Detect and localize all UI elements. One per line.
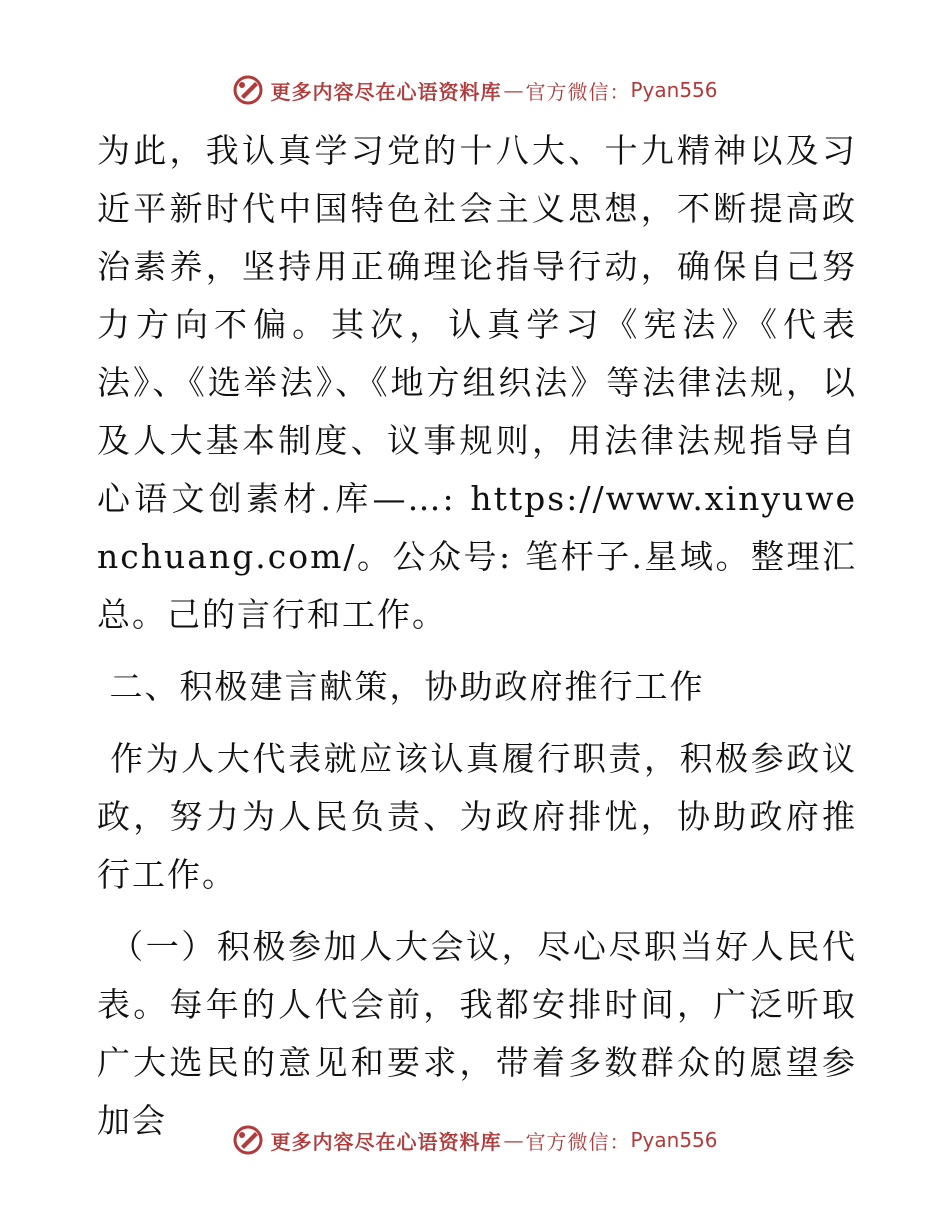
header-watermark-banner xyxy=(0,70,950,110)
section-heading: 二、积极建言献策，协助政府推行工作 xyxy=(97,667,705,706)
banner-sub-text: 官方微信： xyxy=(525,1129,631,1154)
banner-wechat-id: Pyan556 xyxy=(630,78,718,102)
document-body xyxy=(97,122,857,1150)
footer-watermark-banner xyxy=(0,1120,950,1160)
paragraph-study-law: 为此，我认真学习党的十八大、十九精神以及习近平新时代中国特色社会主义思想，不断提高政治素养，坚持用正确理论指导行动，确保自己努力方向不偏。其次，认真学习《宪法》《代表法》、《选举法》、《地方组织法》等法律法规，以及人大基本制度、议事规则，用法律法规指导自心语文创素材.库—…: https://www.xinyuwenchuang.com/。公众号: 笔杆子.星域。整理汇总。己的言行和工作。 xyxy=(97,131,857,634)
banner-sub-text: 官方微信： xyxy=(525,79,631,104)
banner-wechat-id: Pyan556 xyxy=(630,1128,718,1152)
paragraph-duty: 作为人大代表就应该认真履行职责，积极参政议政，努力为人民负责、为政府排忧，协助政府推行工作。 xyxy=(97,739,857,894)
banner-separator: — xyxy=(503,1128,524,1152)
brand-logo-icon xyxy=(232,1124,264,1156)
brand-logo-icon xyxy=(232,74,264,106)
paragraph-meeting: （一）积极参加人大会议，尽心尽职当好人民代表。每年的人代会前，我都安排时间，广泛听取广大选民的意见和要求，带着多数群众的愿望参加会 xyxy=(97,927,857,1140)
banner-separator: — xyxy=(503,78,524,102)
banner-main-text: 更多内容尽在心语资料库 xyxy=(270,79,502,104)
banner-main-text: 更多内容尽在心语资料库 xyxy=(270,1129,502,1154)
